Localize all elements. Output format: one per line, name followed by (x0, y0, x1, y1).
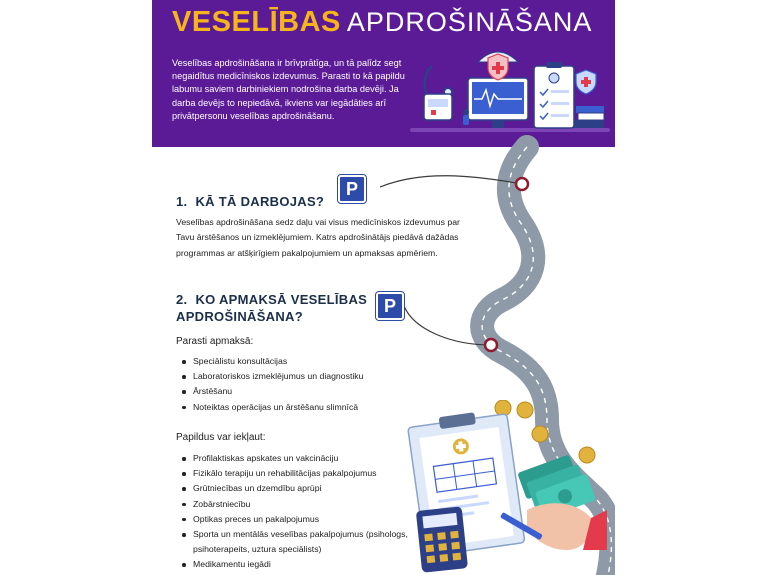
section-2-title (176, 291, 367, 325)
page-title (172, 6, 602, 40)
list-item: Zobārstniecību (180, 497, 410, 512)
list-item: Fizikālo terapiju un rehabilitācijas pakalpojumus (180, 466, 410, 481)
list-item: Profilaktiskas apskates un vakcināciju (180, 451, 410, 466)
extras-list (180, 451, 410, 573)
section-2-heading-line-1: KO APMAKSĀ VESELĪBAS (195, 292, 368, 307)
section-2-heading-line-2: APDROŠINĀŠANA? (176, 309, 303, 324)
section-2-number: 2. (176, 292, 188, 307)
insurance-form-illustration (407, 400, 607, 575)
parking-sign-icon: P (376, 292, 404, 320)
title-strong: VESELĪBAS (172, 6, 341, 38)
parking-sign-icon: P (338, 175, 366, 203)
list-item: Optikas preces un pakalpojumus (180, 512, 410, 527)
extras-label: Papildus var iekļaut: (176, 432, 266, 443)
covers-list (180, 354, 410, 415)
intro-text: Veselības apdrošināšana ir brīvprātīga, un tā palīdz segt negaidītus medicīniskos izdevumus. Parasti to kā papildu labumu saviem darbiniekiem nodrošina darba devēji. Ja darba devējs to nepiedāvā, ikviens var iegādāties arī privātpersonu veselības apdrošināšanu. (172, 58, 405, 121)
list-item: Medikamentu iegādi (180, 557, 410, 572)
section-1-title (176, 194, 324, 209)
header-banner (152, 0, 615, 147)
title-light: APDROŠINĀŠANA (346, 7, 593, 37)
road-pin-icon (514, 176, 530, 192)
section-1-body: Veselības apdrošināšana sedz daļu vai visus medicīniskos izdevumus par Tavu ārstēšanos un izmeklējumiem. Katrs apdrošinātājs piedāvā dažādas programmas ar atšķirīgiem pakalpojumiem un apmaksas apmēriem. (176, 217, 460, 258)
medical-devices-illustration (410, 44, 610, 140)
list-item: Grūtniecības un dzemdību aprūpi (180, 481, 410, 496)
infographic-page (152, 0, 615, 575)
covers-label: Parasti apmaksā: (176, 336, 254, 347)
list-item: Laboratoriskos izmeklējumus un diagnostiku (180, 369, 410, 384)
list-item: Ārstēšanu (180, 384, 410, 399)
road-pin-icon (483, 337, 499, 353)
list-item: Speciālistu konsultācijas (180, 354, 410, 369)
list-item: Noteiktas operācijas un ārstēšanu slimnīcā (180, 400, 410, 415)
section-1-heading: KĀ TĀ DARBOJAS? (195, 194, 325, 209)
list-item: Sporta un mentālās veselības pakalpojumus (psihologs, psihoterapeits, uztura speciālists) (180, 527, 410, 557)
section-1-number: 1. (176, 194, 188, 209)
